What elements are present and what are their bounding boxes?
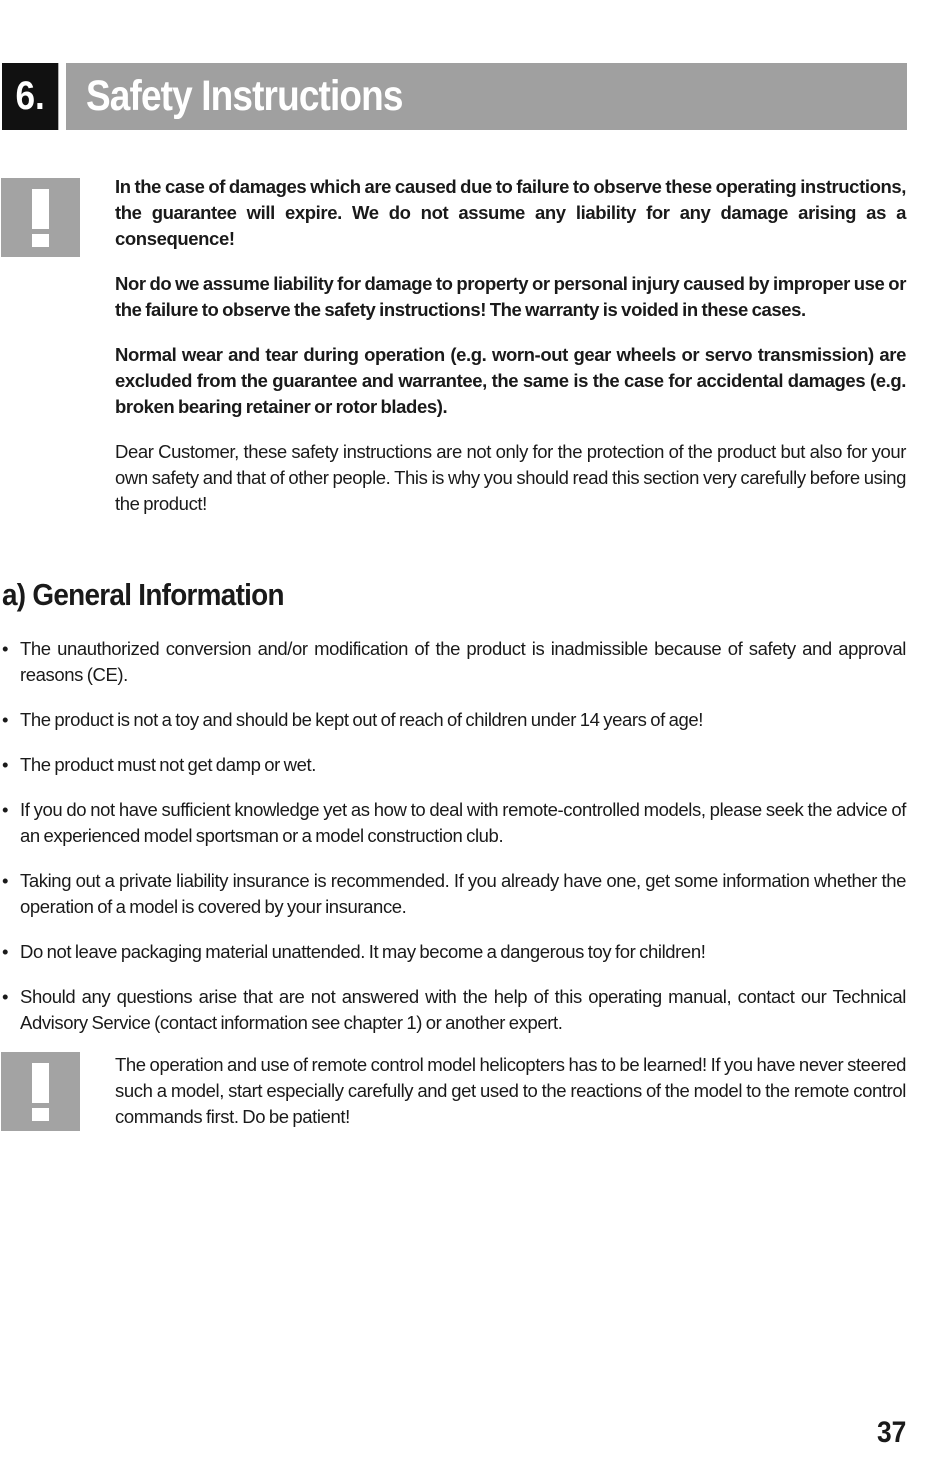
warning-notice-top [115,174,906,517]
warning-paragraph: In the case of damages which are caused due to failure to observe these operating instructions, the guarantee will expire. We do not assume any liability for any damage arising as a consequence! [115,176,906,249]
customer-notice-paragraph: Dear Customer, these safety instructions are not only for the protection of the product but also for your own safety and that of other people. This is why you should read this section very carefully before using the product! [115,441,906,514]
chapter-number: 6. [2,63,58,130]
exclamation-icon [1,1052,80,1131]
warning-notice-bottom [115,1052,906,1130]
list-item-text: Do not leave packaging material unattended. It may become a dangerous toy for children! [20,941,706,962]
list-item [2,636,906,688]
chapter-header [2,63,907,130]
list-item [2,984,906,1036]
page-number: 37 [876,1416,906,1449]
general-information-list [2,636,906,1055]
list-item-text: The product must not get damp or wet. [20,754,316,775]
chapter-title-bar [66,63,907,130]
bullet-icon: • [2,799,9,820]
chapter-title: Safety Instructions [86,72,403,120]
list-item [2,707,906,733]
list-item [2,868,906,920]
warning-paragraph: Normal wear and tear during operation (e.g. worn-out gear wheels or servo transmission) are excluded from the guarantee and warrantee, the same is the case for accidental damages (e.g. broken bearing retainer or rotor blades). [115,344,906,417]
helicopter-notice-paragraph: The operation and use of remote control model helicopters has to be learned! If you have never steered such a model, start especially carefully and get used to the reactions of the model to the remote control commands first. Do be patient! [115,1054,906,1127]
list-item [2,752,906,778]
warning-paragraph: Nor do we assume liability for damage to property or personal injury caused by improper use or the failure to observe the safety instructions! The warranty is voided in these cases. [115,273,906,320]
bullet-icon: • [2,638,9,659]
list-item [2,797,906,849]
list-item-text: If you do not have sufficient knowledge yet as how to deal with remote-controlled models, please seek the advice of an experienced model sportsman or a model construction club. [20,799,906,846]
bullet-icon: • [2,941,9,962]
list-item-text: Should any questions arise that are not answered with the help of this operating manual, contact our Technical Advisory Service (contact information see chapter 1) or another expert. [20,986,906,1033]
bullet-icon: • [2,870,9,891]
section-title: a) General Information [2,577,284,612]
list-item-text: The product is not a toy and should be kept out of reach of children under 14 years of age! [20,709,704,730]
bullet-icon: • [2,986,9,1007]
list-item [2,939,906,965]
bullet-icon: • [2,709,9,730]
list-item-text: The unauthorized conversion and/or modification of the product is inadmissible because of safety and approval reasons (CE). [20,638,906,685]
exclamation-icon [1,178,80,257]
list-item-text: Taking out a private liability insurance is recommended. If you already have one, get some information whether the operation of a model is covered by your insurance. [20,870,906,917]
bullet-icon: • [2,754,9,775]
